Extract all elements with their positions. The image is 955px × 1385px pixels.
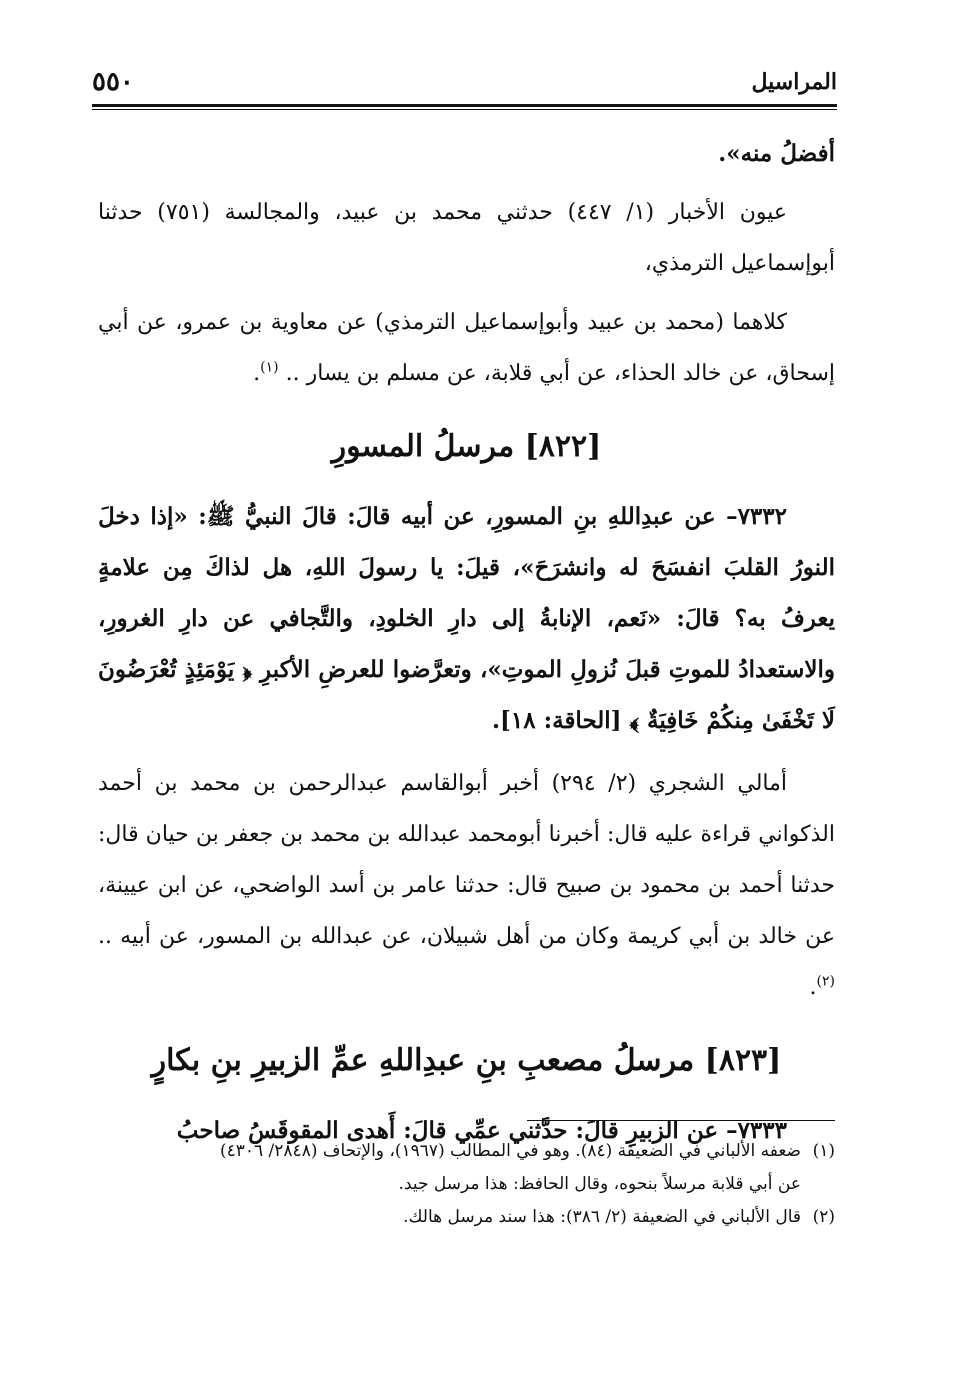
footnote-divider — [527, 1120, 835, 1121]
running-header — [92, 64, 837, 100]
source-paragraph-2 — [98, 758, 835, 1013]
source-2-text: أمالي الشجري (٢/ ٢٩٤) أخبر أبوالقاسم عبدالرحمن بن محمد بن أحمد الذكواني قراءة عليه قال: أخبرنا أبومحمد عبدالله بن محمد بن جعفر بن حيان قال: حدثنا أحمد بن محمود بن صبيح قال: حدثنا عامر بن أسد الواضحي، عن ابن عيينة، عن خالد بن أبي كريمة وكان من أهل شبيلان، عن عبدالله بن المسور، عن أبيه .. — [98, 771, 835, 949]
hadith-7333: ٧٣٣٣– عن الزبيرِ قالَ: حدَّثني عمِّي قالَ: أَهدى المقوقَسُ صاحبُ — [176, 1117, 787, 1144]
footnote-1 — [98, 1135, 835, 1168]
main-text — [98, 128, 835, 1156]
section-title-822: [٨٢٢] مرسلُ المسورِ — [331, 429, 602, 464]
chain-text: كلاهما (محمد بن عبيد وأبوإسماعيل الترمذي) عن معاوية بن عمرو، عن أبي إسحاق، عن خالد الحذاء، عن أبي قلابة، عن مسلم بن يسار .. — [98, 310, 835, 386]
footnote-number: (١) — [812, 1141, 835, 1161]
footnote-text: قال الألباني في الضعيفة (٢/ ٣٨٦): هذا سند مرسل هالك. — [403, 1207, 801, 1227]
running-title: المراسيل — [751, 69, 837, 95]
footnotes — [98, 1135, 835, 1234]
chain-paragraph-1 — [98, 297, 835, 399]
footnote-ref-2[interactable]: (٢) — [816, 973, 835, 990]
footnote-number: (٢) — [812, 1207, 835, 1227]
page-number: ٥٥٠ — [92, 67, 134, 97]
footnote-ref-1[interactable]: (١) — [260, 359, 279, 376]
header-divider — [92, 104, 837, 110]
source-paragraph-1: عيون الأخبار (١/ ٤٤٧) حدثني محمد بن عبيد، والمجالسة (٧٥١) حدثنا أبوإسماعيل الترمذي، — [98, 200, 835, 276]
footnote-2 — [98, 1201, 835, 1234]
footnote-text: ضعفه الألباني في الضعيفة (٨٤). وهو في المطالب (١٩٦٧)، والإتحاف (٢٨٤٨/ ٤٣٠٦) — [219, 1141, 801, 1161]
hadith-7332: ٧٣٣٢– عن عبدِاللهِ بنِ المسورِ، عن أبيه قالَ: قالَ النبيُّ ﷺ: «إذا دخلَ النورُ القلبَ انفسَحَ له وانشرَحَ»، قيلَ: يا رسولَ اللهِ، هل لذاكَ مِن علامةٍ يعرفُ به؟ قالَ: «نَعم، الإنابةُ إلى دارِ الخلودِ، والتَّجافي عن دارِ الغرورِ، والاستعدادُ للموتِ قبلَ نُزولِ الموتِ»، وتعرَّضوا للعرضِ الأكبرِ ﴿ يَوْمَئِذٍ تُعْرَضُونَ لَا تَخْفَىٰ مِنكُمْ خَافِيَةٌ ﴾ [الحاقة: ١٨]. — [98, 503, 835, 734]
chain-end: . — [253, 361, 261, 386]
footnote-1-continuation: عن أبي قلابة مرسلاً بنحوه، وقال الحافظ: هذا مرسل جيد. — [398, 1174, 801, 1194]
continuation-line: أفضلُ منه». — [718, 140, 835, 167]
source-2-end: . — [809, 975, 817, 1000]
section-title-823: [٨٢٣] مرسلُ مصعبِ بنِ عبدِاللهِ عمِّ الزبيرِ بنِ بكارٍ — [151, 1043, 782, 1078]
